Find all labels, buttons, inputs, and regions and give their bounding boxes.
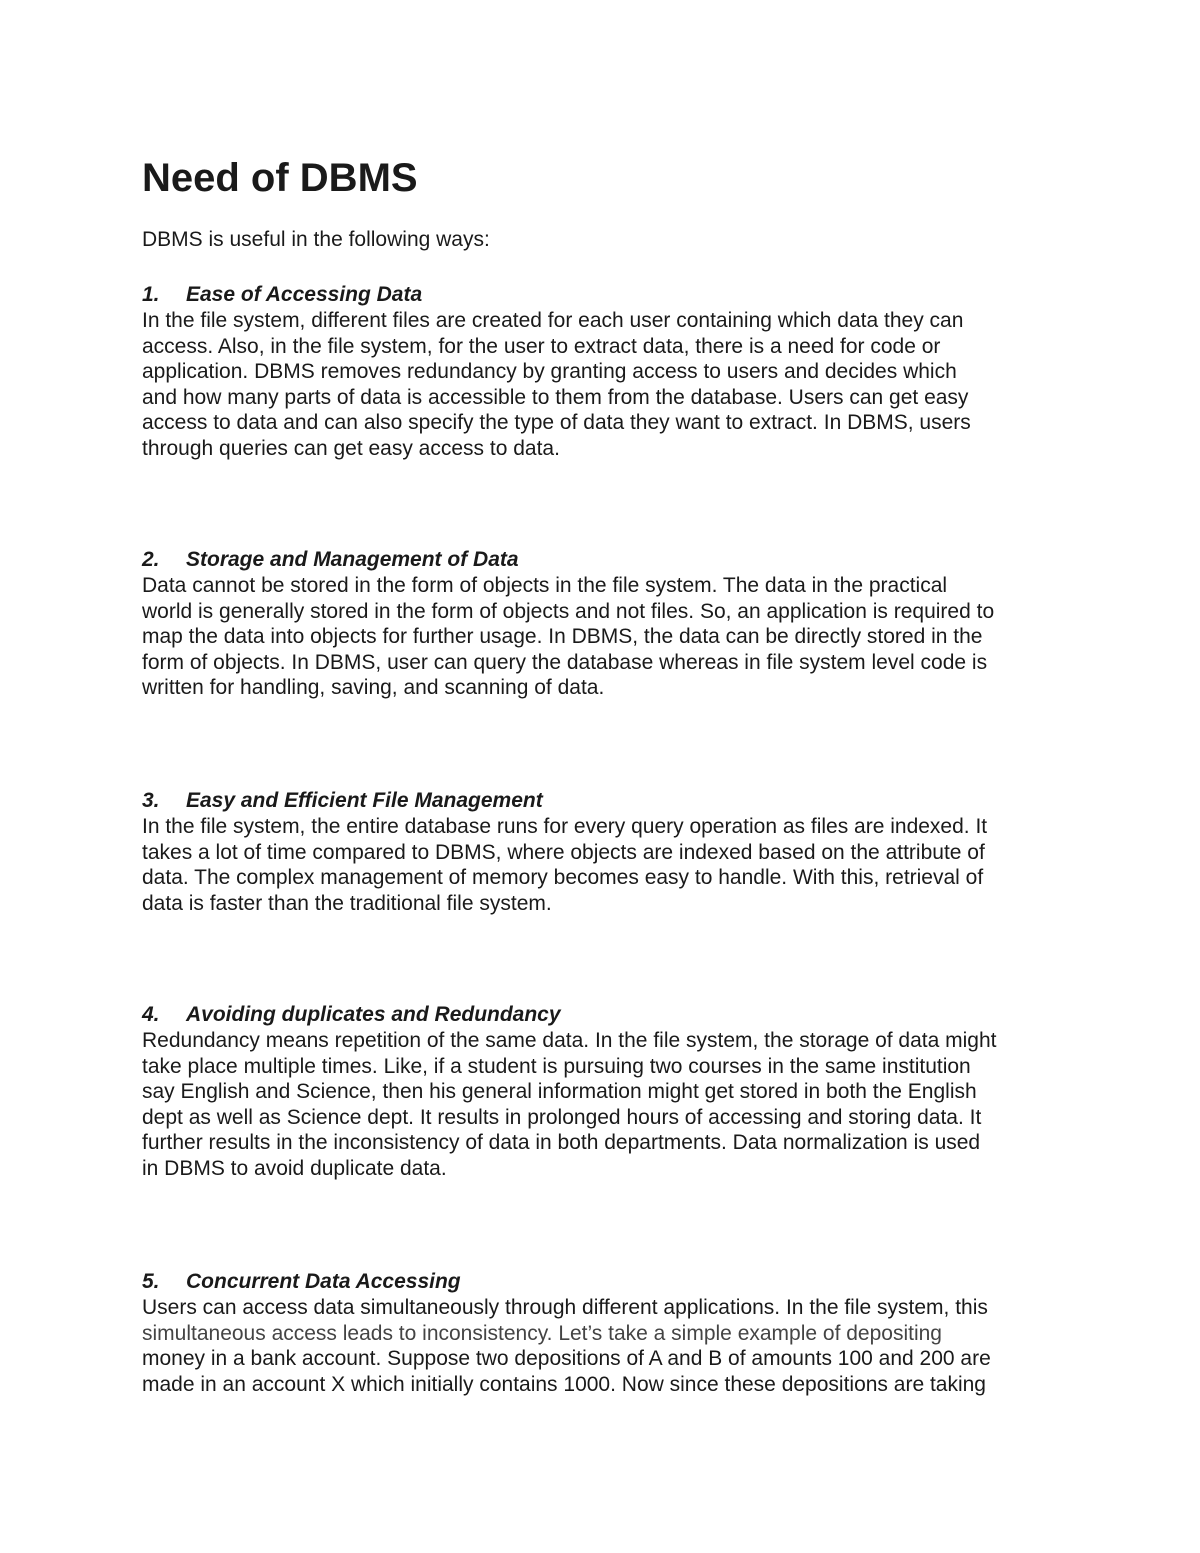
paragraph-line: Redundancy means repetition of the same data. In the file system, the storage of data might bbox=[142, 1029, 997, 1052]
paragraph-line: access to data and can also specify the type of data they want to extract. In DBMS, users bbox=[142, 411, 971, 435]
section-heading bbox=[142, 788, 1082, 814]
section-title: Storage and Management of Data bbox=[186, 548, 519, 571]
paragraph-line: In the file system, different files are created for each user containing which data they can bbox=[142, 309, 964, 332]
intro-text: DBMS is useful in the following ways: bbox=[142, 228, 490, 251]
paragraph-line: simultaneous access leads to inconsistency. Let’s take a simple example of depositing bbox=[142, 1321, 942, 1345]
paragraph-line: form of objects. In DBMS, user can query the database whereas in file system level code is bbox=[142, 650, 988, 674]
paragraph-line: further results in the inconsistency of data in both departments. Data normalization is used bbox=[142, 1131, 981, 1155]
section-number: 5. bbox=[142, 1270, 160, 1293]
section-title: Easy and Efficient File Management bbox=[186, 789, 543, 812]
paragraph-line: data is faster than the traditional file system. bbox=[142, 891, 552, 915]
paragraph-line: and how many parts of data is accessible to them from the database. Users can get easy bbox=[142, 385, 969, 409]
section-title: Ease of Accessing Data bbox=[186, 283, 423, 306]
paragraph-line: through queries can get easy access to data. bbox=[142, 436, 560, 460]
paragraph-line: made in an account X which initially contains 1000. Now since these depositions are taking bbox=[142, 1372, 986, 1396]
section-ease-of-accessing-data bbox=[142, 282, 1082, 462]
paragraph-line: map the data into objects for further usage. In DBMS, the data can be directly stored in the bbox=[142, 625, 983, 649]
section-title: Avoiding duplicates and Redundancy bbox=[186, 1003, 561, 1026]
section-file-management bbox=[142, 788, 1082, 916]
paragraph-line: Users can access data simultaneously through different applications. In the file system, this bbox=[142, 1296, 988, 1319]
paragraph-line: world is generally stored in the form of objects and not files. So, an application is required to bbox=[142, 599, 995, 623]
section-number: 3. bbox=[142, 789, 160, 812]
paragraph-line: dept as well as Science dept. It results in prolonged hours of accessing and storing data. It bbox=[142, 1105, 982, 1129]
section-heading bbox=[142, 282, 1082, 308]
paragraph-line: in DBMS to avoid duplicate data. bbox=[142, 1156, 447, 1180]
section-number: 4. bbox=[142, 1003, 160, 1026]
paragraph-line: takes a lot of time compared to DBMS, where objects are indexed based on the attribute of bbox=[142, 840, 985, 864]
page-title: Need of DBMS bbox=[142, 156, 418, 200]
paragraph-line: data. The complex management of memory becomes easy to handle. With this, retrieval of bbox=[142, 866, 984, 890]
section-storage-and-management bbox=[142, 547, 1082, 701]
paragraph-line: say English and Science, then his general information might get stored in both the English bbox=[142, 1080, 977, 1104]
section-avoiding-duplicates bbox=[142, 1002, 1082, 1182]
section-heading bbox=[142, 1269, 1082, 1295]
section-heading bbox=[142, 1002, 1082, 1028]
section-number: 1. bbox=[142, 283, 160, 306]
paragraph-line: money in a bank account. Suppose two depositions of A and B of amounts 100 and 200 are bbox=[142, 1347, 991, 1371]
paragraph-line: Data cannot be stored in the form of objects in the file system. The data in the practical bbox=[142, 574, 948, 597]
section-number: 2. bbox=[142, 548, 160, 571]
section-concurrent-data-accessing bbox=[142, 1269, 1082, 1397]
paragraph-line: take place multiple times. Like, if a student is pursuing two courses in the same institution bbox=[142, 1054, 971, 1078]
paragraph-line: access. Also, in the file system, for the user to extract data, there is a need for code or bbox=[142, 334, 941, 358]
paragraph-line: In the file system, the entire database runs for every query operation as files are indexed. It bbox=[142, 815, 988, 838]
paragraph-line: application. DBMS removes redundancy by granting access to users and decides which bbox=[142, 360, 957, 384]
section-title: Concurrent Data Accessing bbox=[186, 1270, 461, 1293]
section-heading bbox=[142, 547, 1082, 573]
paragraph-line: written for handling, saving, and scanning of data. bbox=[142, 676, 605, 700]
